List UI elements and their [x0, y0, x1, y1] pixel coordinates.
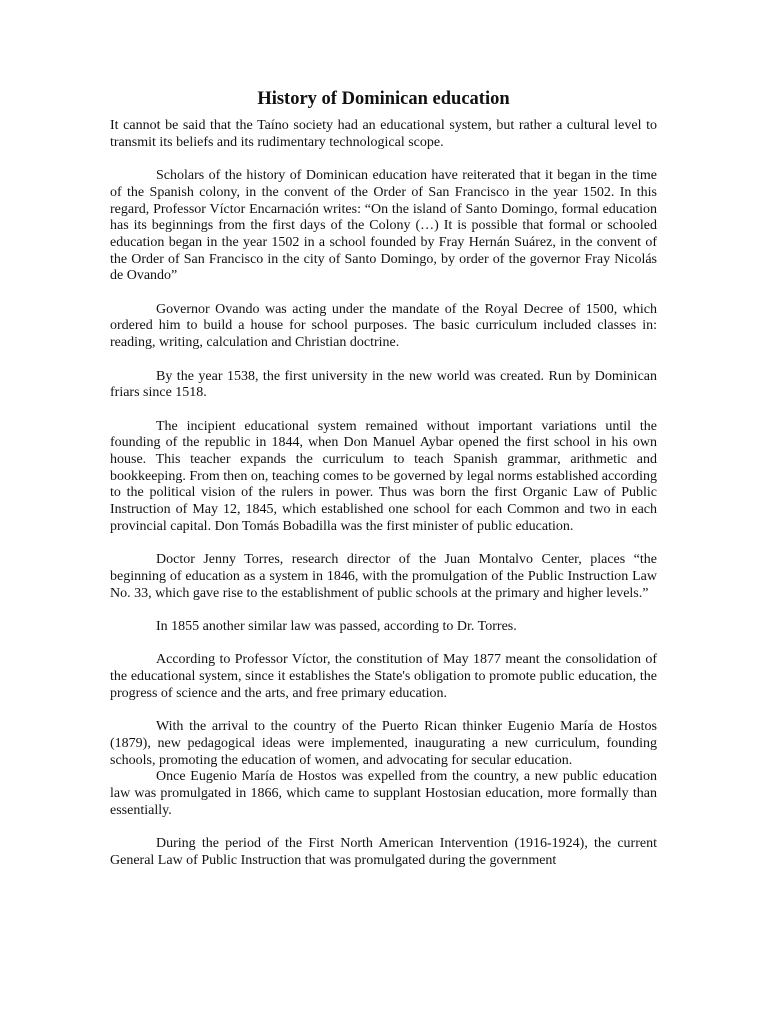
paragraph-republic-1844: The incipient educational system remained without important variations until the founding of the republic in 1844, when Don Manuel Aybar opened the first school in his own house. This teacher expands the curriculum to teach Spanish grammar, arithmetic and bookkeeping. From then on, teaching comes to be governed by legal norms established according to the political vision of the rulers in power. Thus was born the first Organic Law of Public Instruction of May 12, 1845, which established one school for each Common and two in each provincial capital. Don Tomás Bobadilla was the first minister of public education. [110, 418, 657, 534]
paragraph-north-american-intervention: During the period of the First North American Intervention (1916-1924), the current General Law of Public Instruction that was promulgated during the government [110, 836, 657, 868]
paragraph-spanish-colony-origins: Scholars of the history of Dominican education have reiterated that it began in the time of the Spanish colony, in the convent of the Order of San Francisco in the year 1502. In this regard, Professor Víctor Encarnación writes: “On the island of Santo Domingo, formal education has its beginnings from the first days of the Colony (…) It is possible that formal or schooled education began in the year 1502 in a school founded by Fray Hernán Suárez, in the convent of the Order of San Francisco in the city of Santo Domingo, by order of the governor Fray Nicolás de Ovando” [110, 168, 657, 284]
paragraph-hostos-arrival: With the arrival to the country of the Puerto Rican thinker Eugenio María de Hostos (1879), new pedagogical ideas were implemented, inaugurating a new curriculum, founding schools, promoting the education of women, and advocating for secular education. [110, 719, 657, 768]
paragraph-constitution-1877: According to Professor Víctor, the constitution of May 1877 meant the consolidation of the educational system, since it establishes the State's obligation to promote public education, the progress of science and the arts, and free primary education. [110, 652, 657, 701]
paragraph-first-university: By the year 1538, the first university in the new world was created. Run by Dominican friars since 1518. [110, 368, 657, 401]
paragraph-jenny-torres: Doctor Jenny Torres, research director of the Juan Montalvo Center, places “the beginning of education as a system in 1846, with the promulgation of the Public Instruction Law No. 33, which gave rise to the establishment of public schools at the primary and higher levels.” [110, 552, 657, 601]
paragraph-royal-decree-1500: Governor Ovando was acting under the mandate of the Royal Decree of 1500, which ordered him to build a house for school purposes. The basic curriculum included classes in: reading, writing, calculation and Christian doctrine. [110, 301, 657, 351]
paragraph-hostos-expelled: Once Eugenio María de Hostos was expelled from the country, a new public education law was promulgated in 1866, which came to supplant Hostosian education, more formally than essentially. [110, 769, 657, 818]
paragraph-law-1855: In 1855 another similar law was passed, according to Dr. Torres. [156, 619, 517, 634]
document-title: History of Dominican education [257, 89, 510, 109]
paragraph-taino-society: It cannot be said that the Taíno society had an educational system, but rather a cultural level to transmit its beliefs and its rudimentary technological scope. [110, 118, 657, 150]
document-page [110, 88, 657, 886]
